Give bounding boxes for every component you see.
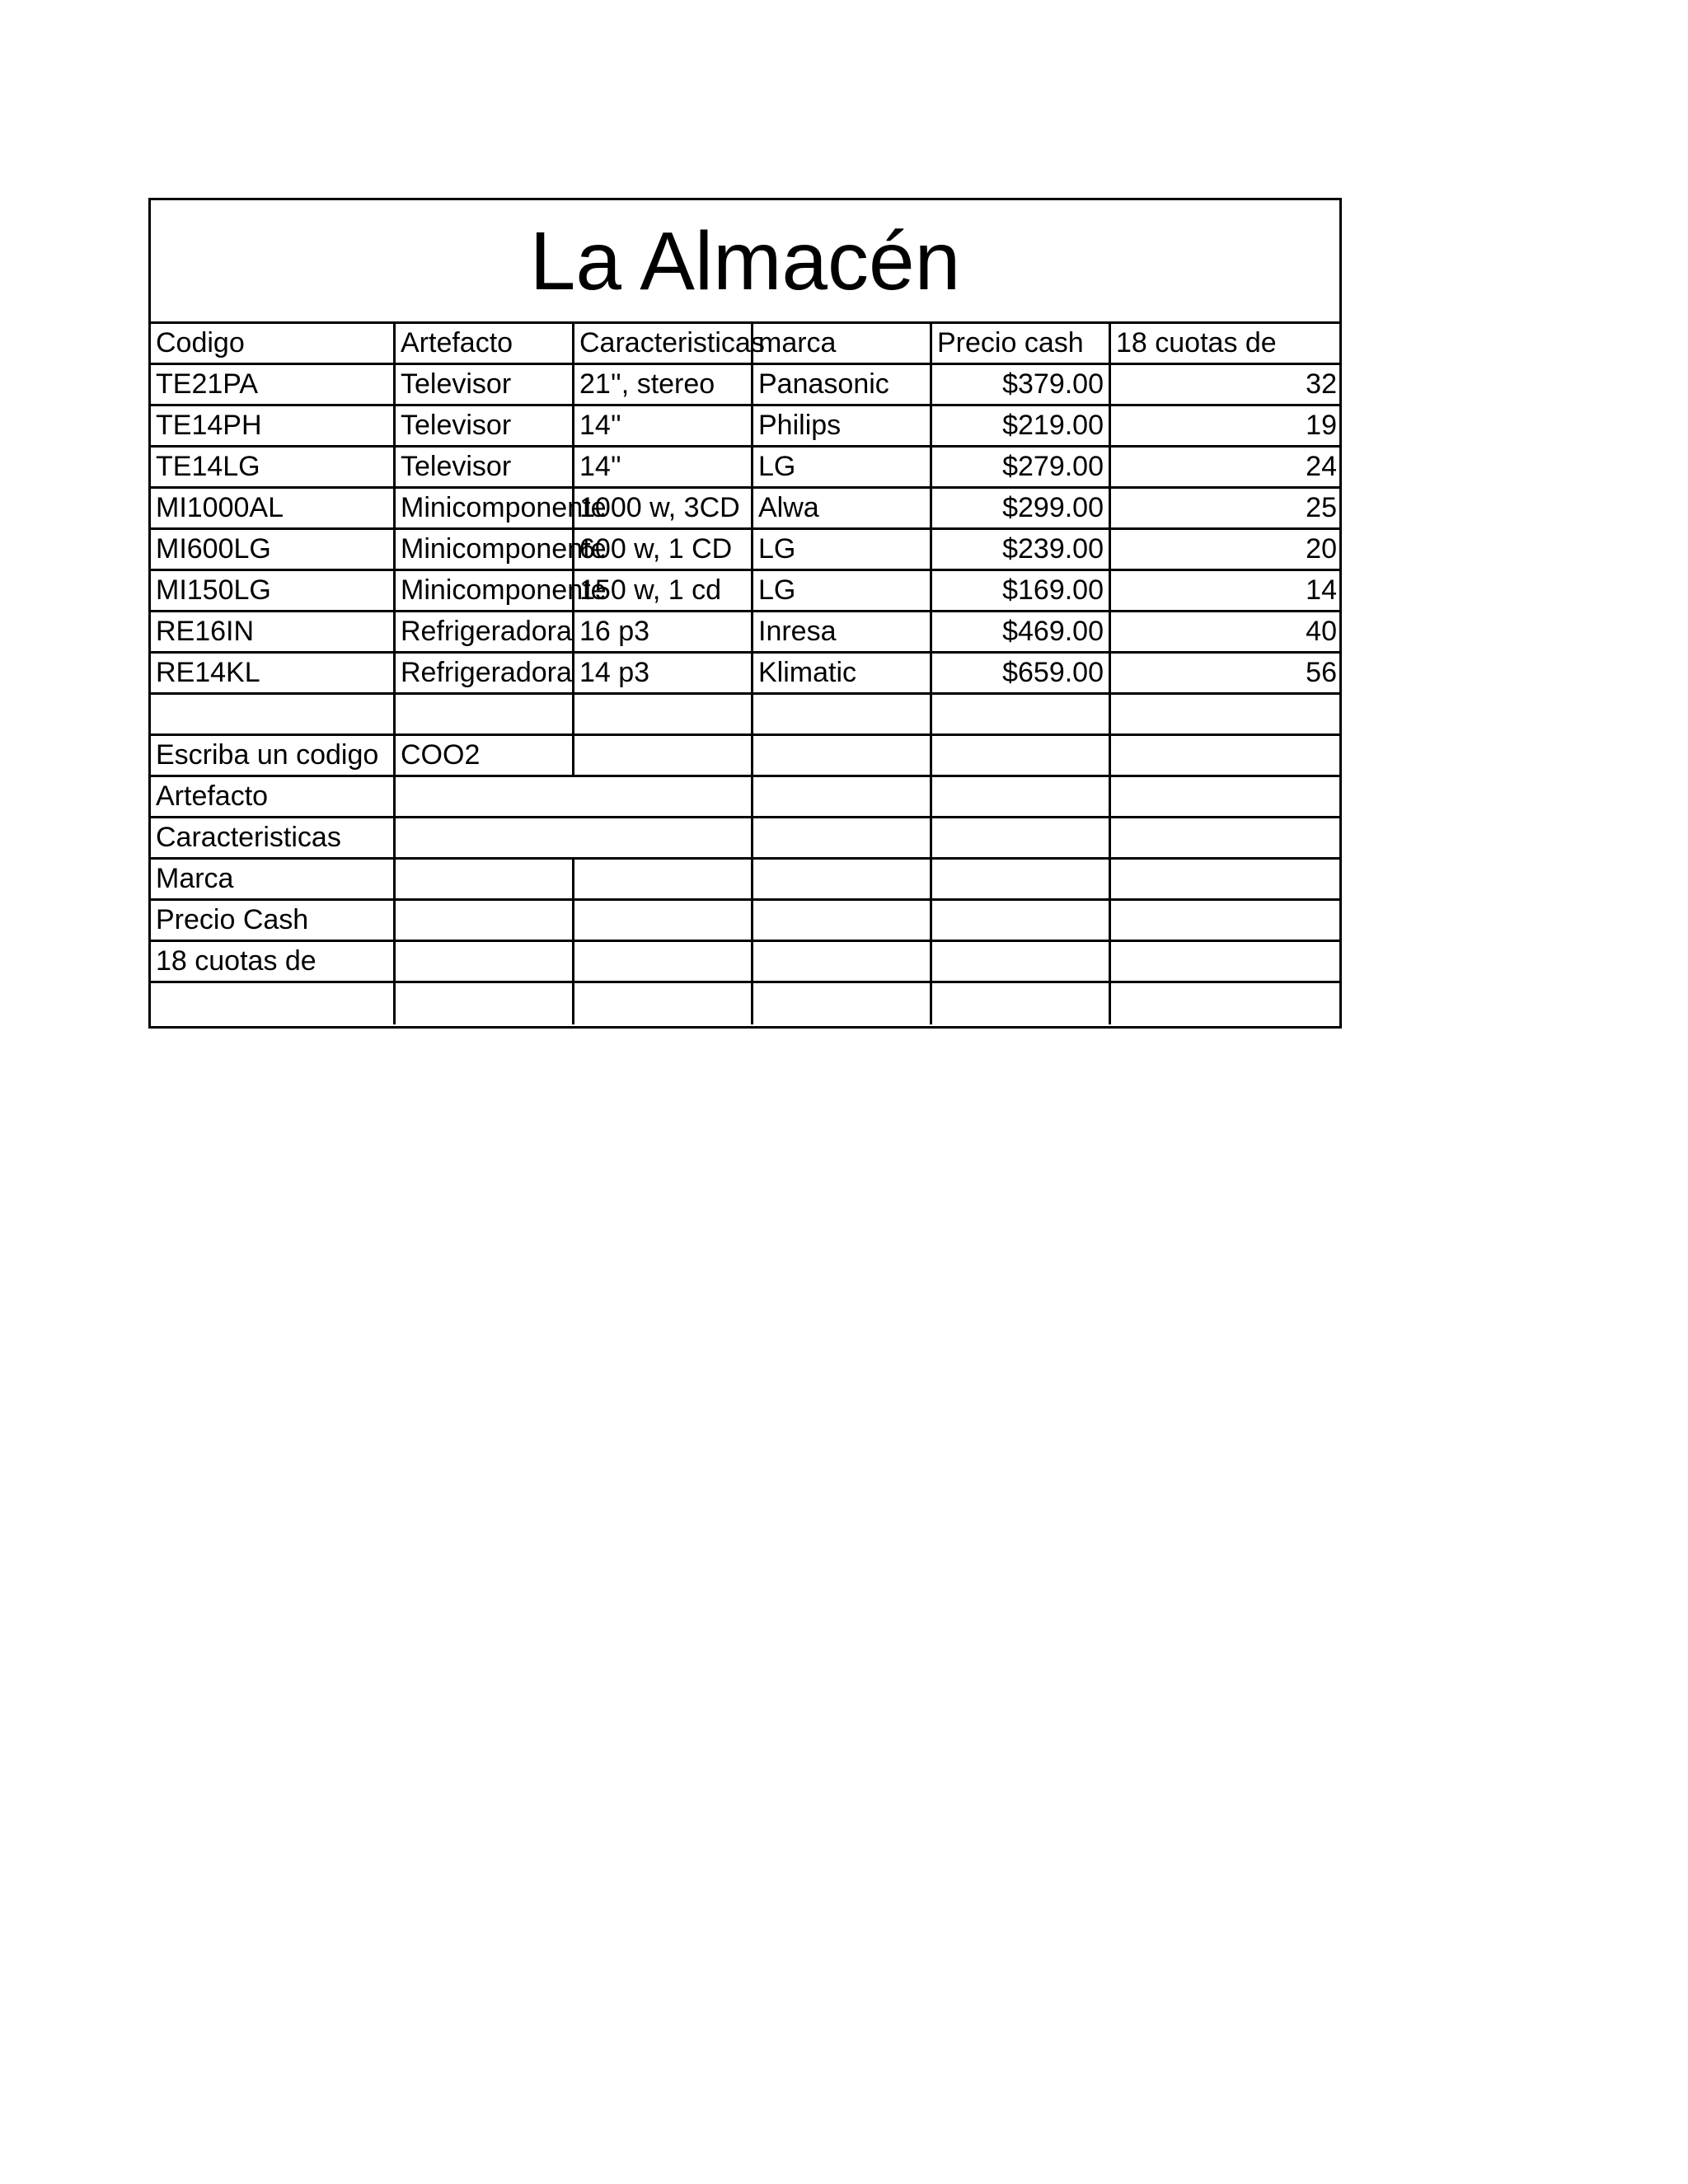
cell-marca[interactable]: Inresa <box>753 612 932 654</box>
table-row <box>151 612 1339 654</box>
empty-cell[interactable] <box>753 818 932 860</box>
cell-precio[interactable]: $279.00 <box>932 448 1111 489</box>
cell-caracteristicas[interactable]: 14'' <box>574 406 753 448</box>
header-precio-cash[interactable]: Precio cash <box>932 324 1111 365</box>
table-row <box>151 448 1339 489</box>
empty-cell[interactable] <box>1111 818 1342 860</box>
cell-codigo[interactable]: TE14LG <box>151 448 396 489</box>
cell-precio[interactable]: $299.00 <box>932 489 1111 530</box>
lookup-caracteristicas-value[interactable] <box>396 818 753 860</box>
empty-cell[interactable] <box>932 860 1111 901</box>
lookup-precio-label[interactable]: Precio Cash <box>151 901 396 942</box>
cell-marca[interactable]: Klimatic <box>753 654 932 695</box>
cell-caracteristicas[interactable]: 600 w, 1 CD <box>574 530 753 571</box>
cell-cuotas[interactable]: 19 <box>1111 406 1342 448</box>
cell-cuotas[interactable]: 14 <box>1111 571 1342 612</box>
header-caracteristicas[interactable]: Caracteristicas <box>574 324 753 365</box>
cell-codigo[interactable]: TE14PH <box>151 406 396 448</box>
cell-precio[interactable]: $219.00 <box>932 406 1111 448</box>
empty-cell[interactable] <box>753 860 932 901</box>
cell-cuotas[interactable]: 32 <box>1111 365 1342 406</box>
lookup-cuotas-row <box>151 942 1339 983</box>
cell-artefacto[interactable]: Refrigeradora <box>396 654 574 695</box>
cell-codigo[interactable]: MI600LG <box>151 530 396 571</box>
header-row <box>151 324 1339 365</box>
empty-cell[interactable] <box>574 736 753 777</box>
lookup-cuotas-label[interactable]: 18 cuotas de <box>151 942 396 983</box>
lookup-marca-row <box>151 860 1339 901</box>
empty-cell[interactable] <box>932 818 1111 860</box>
lookup-prompt-row <box>151 736 1339 777</box>
lookup-precio-value[interactable] <box>396 901 574 942</box>
empty-row <box>151 695 1339 736</box>
cell-precio[interactable]: $379.00 <box>932 365 1111 406</box>
empty-cell[interactable] <box>932 736 1111 777</box>
lookup-precio-row <box>151 901 1339 942</box>
empty-cell[interactable] <box>753 983 932 1024</box>
lookup-caracteristicas-row <box>151 818 1339 860</box>
cell-caracteristicas[interactable]: 16 p3 <box>574 612 753 654</box>
cell-marca[interactable]: Philips <box>753 406 932 448</box>
cell-caracteristicas[interactable]: 14 p3 <box>574 654 753 695</box>
empty-cell[interactable] <box>574 942 753 983</box>
cell-precio[interactable]: $169.00 <box>932 571 1111 612</box>
cell-caracteristicas[interactable]: 150 w, 1 cd <box>574 571 753 612</box>
cell-marca[interactable]: LG <box>753 571 932 612</box>
cell-artefacto[interactable]: Televisor <box>396 448 574 489</box>
header-codigo[interactable]: Codigo <box>151 324 396 365</box>
lookup-artefacto-label[interactable]: Artefacto <box>151 777 396 818</box>
cell-codigo[interactable]: RE14KL <box>151 654 396 695</box>
empty-cell[interactable] <box>932 777 1111 818</box>
empty-cell[interactable] <box>753 942 932 983</box>
cell-cuotas[interactable]: 24 <box>1111 448 1342 489</box>
empty-cell[interactable] <box>574 983 753 1024</box>
cell-cuotas[interactable]: 20 <box>1111 530 1342 571</box>
empty-cell[interactable] <box>396 983 574 1024</box>
lookup-caracteristicas-label[interactable]: Caracteristicas <box>151 818 396 860</box>
table-row <box>151 365 1339 406</box>
empty-cell[interactable] <box>932 695 1111 736</box>
table-row <box>151 530 1339 571</box>
empty-cell[interactable] <box>753 901 932 942</box>
cell-caracteristicas[interactable]: 1000 w, 3CD <box>574 489 753 530</box>
empty-cell[interactable] <box>574 901 753 942</box>
cell-artefacto[interactable]: Televisor <box>396 365 574 406</box>
empty-cell[interactable] <box>1111 860 1342 901</box>
sheet-title: La Almacén <box>151 200 1339 324</box>
lookup-artefacto-row <box>151 777 1339 818</box>
cell-cuotas[interactable]: 56 <box>1111 654 1342 695</box>
empty-cell[interactable] <box>396 695 574 736</box>
cell-caracteristicas[interactable]: 21'', stereo <box>574 365 753 406</box>
cell-codigo[interactable]: MI1000AL <box>151 489 396 530</box>
lookup-code-input[interactable]: COO2 <box>396 736 574 777</box>
cell-cuotas[interactable]: 40 <box>1111 612 1342 654</box>
header-cuotas[interactable]: 18 cuotas de <box>1111 324 1342 365</box>
header-artefacto[interactable]: Artefacto <box>396 324 574 365</box>
cell-artefacto[interactable]: Minicomponente <box>396 489 574 530</box>
empty-cell[interactable] <box>932 942 1111 983</box>
empty-cell[interactable] <box>753 736 932 777</box>
lookup-marca-label[interactable]: Marca <box>151 860 396 901</box>
cell-codigo[interactable]: MI150LG <box>151 571 396 612</box>
lookup-prompt-label[interactable]: Escriba un codigo <box>151 736 396 777</box>
empty-cell[interactable] <box>932 901 1111 942</box>
table-row <box>151 406 1339 448</box>
empty-row <box>151 983 1339 1024</box>
cell-marca[interactable]: LG <box>753 530 932 571</box>
table-row <box>151 489 1339 530</box>
empty-cell[interactable] <box>1111 777 1342 818</box>
empty-cell[interactable] <box>151 695 396 736</box>
empty-cell[interactable] <box>1111 736 1342 777</box>
empty-cell[interactable] <box>1111 695 1342 736</box>
lookup-marca-value[interactable] <box>396 860 574 901</box>
empty-cell[interactable] <box>1111 983 1342 1024</box>
lookup-cuotas-value[interactable] <box>396 942 574 983</box>
cell-precio[interactable]: $469.00 <box>932 612 1111 654</box>
header-marca[interactable]: marca <box>753 324 932 365</box>
cell-artefacto[interactable]: Televisor <box>396 406 574 448</box>
cell-cuotas[interactable]: 25 <box>1111 489 1342 530</box>
cell-artefacto[interactable]: Refrigeradora <box>396 612 574 654</box>
cell-marca[interactable]: Alwa <box>753 489 932 530</box>
cell-marca[interactable]: Panasonic <box>753 365 932 406</box>
cell-caracteristicas[interactable]: 14'' <box>574 448 753 489</box>
table-row <box>151 571 1339 612</box>
empty-cell[interactable] <box>753 777 932 818</box>
cell-marca[interactable]: LG <box>753 448 932 489</box>
cell-precio[interactable]: $239.00 <box>932 530 1111 571</box>
empty-cell[interactable] <box>1111 942 1342 983</box>
cell-artefacto[interactable]: Minicomponente <box>396 530 574 571</box>
table-row <box>151 654 1339 695</box>
spreadsheet <box>148 198 1342 1029</box>
cell-codigo[interactable]: RE16IN <box>151 612 396 654</box>
empty-cell[interactable] <box>151 983 396 1024</box>
lookup-artefacto-value[interactable] <box>396 777 753 818</box>
empty-cell[interactable] <box>574 860 753 901</box>
cell-codigo[interactable]: TE21PA <box>151 365 396 406</box>
empty-cell[interactable] <box>753 695 932 736</box>
cell-precio[interactable]: $659.00 <box>932 654 1111 695</box>
empty-cell[interactable] <box>932 983 1111 1024</box>
cell-artefacto[interactable]: Minicomponente <box>396 571 574 612</box>
empty-cell[interactable] <box>1111 901 1342 942</box>
empty-cell[interactable] <box>574 695 753 736</box>
